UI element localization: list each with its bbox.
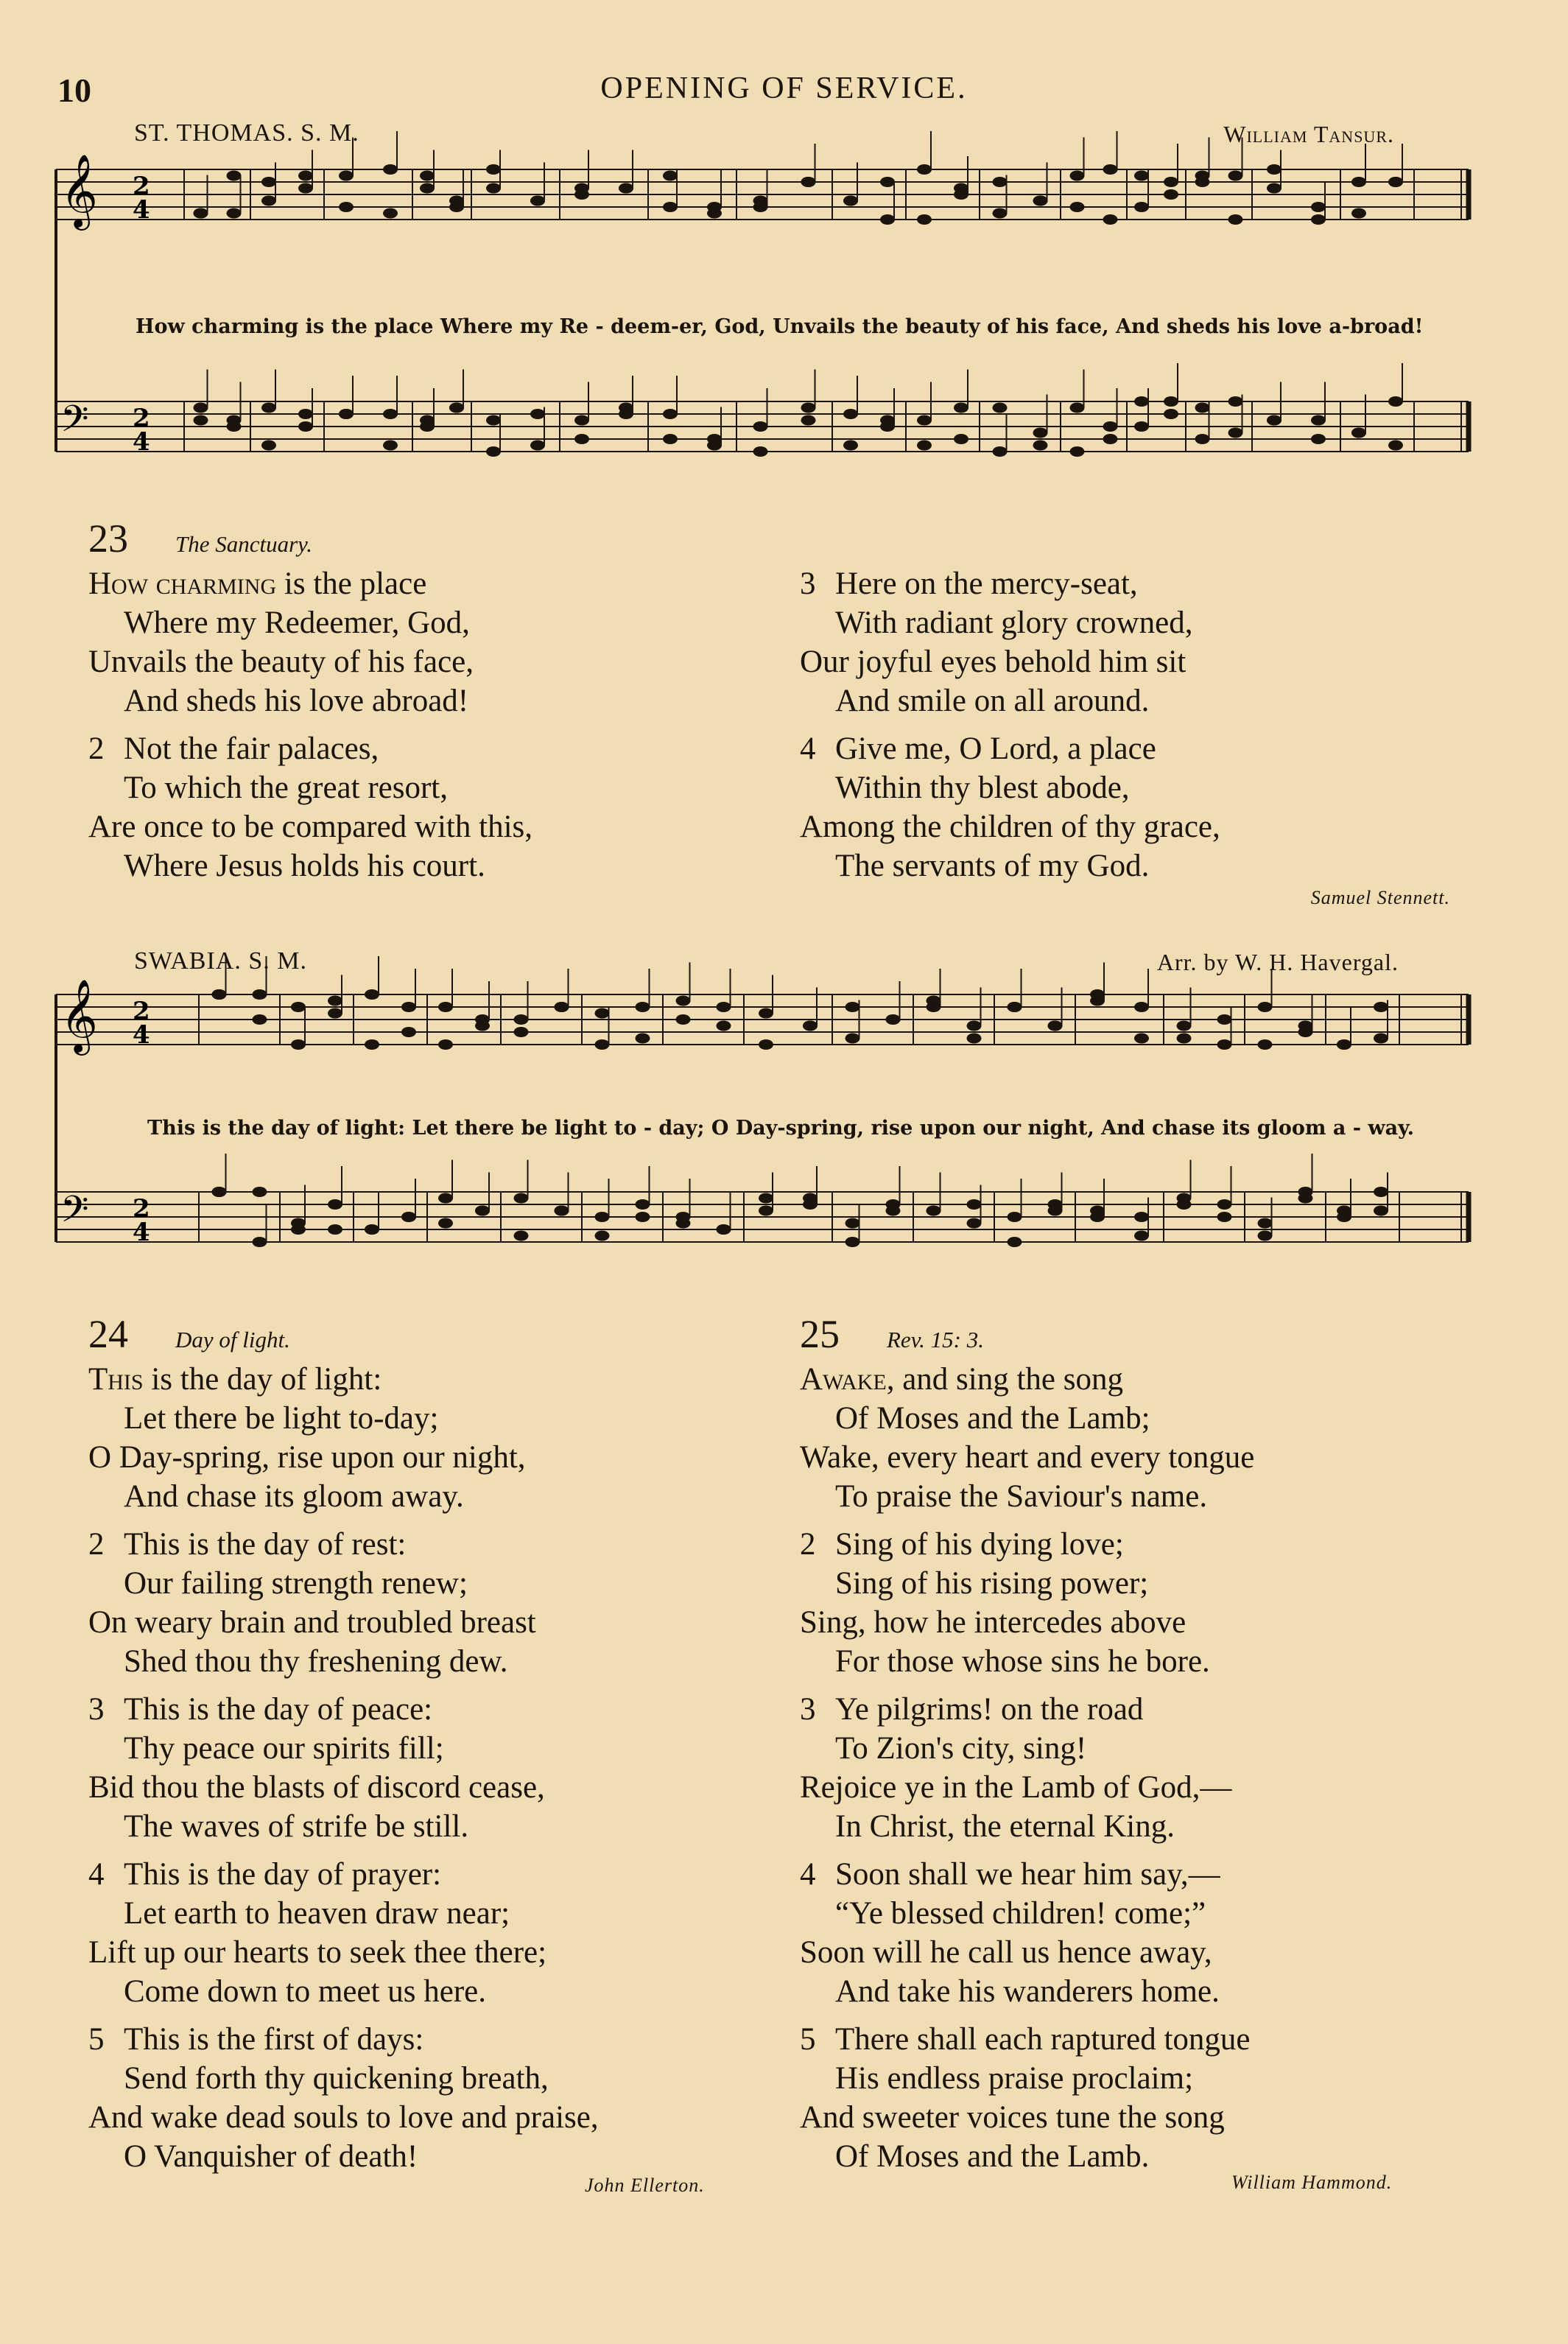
verse-line: 4 This is the day of prayer: (88, 1855, 599, 1894)
time-signature-top: 2 (133, 1194, 150, 1224)
verse-line: 2 This is the day of rest: (88, 1525, 599, 1564)
note-head (1217, 1212, 1232, 1222)
verse-line: Unvails the beauty of his face, (88, 645, 474, 679)
note-head (1298, 1193, 1313, 1204)
verse-line: 4 Soon shall we hear him say,— (800, 1855, 1254, 1894)
verse-line: And wake dead souls to love and praise, (88, 2100, 599, 2135)
note-head (636, 1034, 650, 1044)
note-head (1177, 1034, 1192, 1044)
note-head (845, 1237, 860, 1247)
verse-number: 4 (88, 1857, 105, 1892)
time-signature-top: 2 (133, 172, 150, 201)
verse-line: Wake, every heart and every tongue (800, 1440, 1255, 1475)
hymn-subtitle: Day of light. (175, 1327, 290, 1352)
note-head (1008, 1237, 1022, 1247)
hymn-24-author: John Ellerton. (585, 2175, 705, 2196)
treble-clef-icon: 𝄞 (60, 154, 98, 228)
time-signature-bottom: 4 (133, 1020, 150, 1050)
note-head (1337, 1206, 1351, 1216)
hymn-subtitle: Rev. 15: 3. (887, 1327, 984, 1352)
note-head (676, 996, 691, 1006)
verse-line: 2 Not the fair palaces, (88, 729, 532, 768)
note-head (759, 1206, 773, 1216)
tune-lyric-swabia: This is the day of light: Let there be light to - day; O Day-spring, rise upon our night, And chase its gloom a - way. (147, 1117, 1415, 1140)
verse-line: Lift up our hearts to seek thee there; (88, 1935, 547, 1970)
note-head (365, 1039, 379, 1050)
verse-line: To praise the Saviour's name. (835, 1479, 1208, 1514)
verse-line: With radiant glory crowned, (835, 606, 1193, 640)
verse-line: Bid thou the blasts of discord cease, (88, 1770, 545, 1805)
note-head (438, 1039, 453, 1050)
verse-line: Our joyful eyes behold him sit (800, 645, 1186, 679)
note-head (253, 1014, 267, 1025)
note-head (717, 1224, 731, 1235)
note-head (1217, 1199, 1232, 1210)
verse-line: The waves of strife be still. (124, 1809, 469, 1844)
hymn-23-author: Samuel Stennett. (1310, 887, 1450, 908)
note-head (401, 1002, 416, 1012)
verse-line: Send forth thy quickening breath, (124, 2061, 549, 2096)
note-head (845, 1002, 860, 1012)
note-head (1217, 1014, 1232, 1025)
verse-line: O Vanquisher of death! (124, 2139, 418, 2174)
note-head (365, 1224, 379, 1235)
verse-line: Shed thou thy freshening dew. (124, 1644, 508, 1679)
note-head (967, 1034, 982, 1044)
note-head (1090, 1206, 1105, 1216)
note-head (328, 996, 342, 1006)
time-signature-top: 2 (133, 997, 150, 1026)
verse-line: Where Jesus holds his court. (124, 849, 485, 883)
verse-line: How charming is the place (88, 566, 427, 601)
note-head (438, 1002, 453, 1012)
verse-line: 2 Sing of his dying love; (800, 1525, 1254, 1564)
note-head (1258, 1218, 1273, 1229)
note-head (1217, 1039, 1232, 1050)
verse-number: 3 (800, 566, 816, 601)
note-head (291, 1002, 306, 1012)
time-signature-bottom: 4 (133, 1218, 150, 1247)
note-head (1258, 1002, 1273, 1012)
note-head (253, 1237, 267, 1247)
note-head (212, 1187, 227, 1197)
note-head (328, 1008, 342, 1019)
time-signature-bottom: 4 (133, 195, 150, 225)
note-head (475, 1021, 490, 1031)
verse-line: “Ye blessed children! come;” (835, 1896, 1206, 1931)
verse-number: 4 (800, 731, 816, 766)
verse-number: 2 (800, 1527, 816, 1562)
note-head (1090, 989, 1105, 1000)
verse-line: Among the children of thy grace, (800, 810, 1220, 844)
verse-number: 5 (800, 2022, 816, 2057)
note-head (803, 1021, 818, 1031)
note-head (438, 1218, 453, 1229)
treble-clef-icon: 𝄞 (60, 979, 98, 1053)
verse-line: Let earth to heaven draw near; (124, 1896, 510, 1931)
note-head (967, 1218, 982, 1229)
note-head (803, 1193, 818, 1204)
verse-line: Come down to meet us here. (124, 1974, 487, 2009)
note-head (927, 1206, 941, 1216)
hymn-number: 23 (88, 516, 128, 561)
note-head (253, 1187, 267, 1197)
verse-line: In Christ, the eternal King. (835, 1809, 1175, 1844)
note-head (1177, 1021, 1192, 1031)
verse-line: And smile on all around. (835, 684, 1150, 718)
note-head (967, 1199, 982, 1210)
note-head (1048, 1021, 1063, 1031)
verse-line: 3 Here on the mercy-seat, (800, 564, 1192, 603)
note-head (759, 1193, 773, 1204)
note-head (636, 1212, 650, 1222)
verse-line: Our failing strength renew; (124, 1566, 468, 1601)
hymn-25-verses (800, 1360, 1254, 2176)
verse-line: 3 Ye pilgrims! on the road (800, 1690, 1254, 1729)
note-head (717, 1021, 731, 1031)
note-head (555, 1002, 569, 1012)
verse-line: Sing, how he intercedes above (800, 1605, 1186, 1640)
time-signature-top: 2 (133, 404, 150, 433)
tune-lyric-st-thomas: How charming is the place Where my Re - deem-er, God, Unvails the beauty of his face, And sheds his love a-broad! (136, 315, 1424, 338)
verse-line: 5 There shall each raptured tongue (800, 2020, 1254, 2059)
note-head (1337, 1039, 1351, 1050)
note-head (1008, 1212, 1022, 1222)
verse-line: The servants of my God. (835, 849, 1150, 883)
note-head (514, 1027, 529, 1037)
verse-number: 5 (88, 2022, 105, 2057)
verse-line: Rejoice ye in the Lamb of God,— (800, 1770, 1232, 1805)
verse-line: Of Moses and the Lamb; (835, 1401, 1150, 1436)
note-head (1134, 1034, 1149, 1044)
note-head (636, 1199, 650, 1210)
note-head (886, 1206, 901, 1216)
hymn-24-verses (88, 1360, 599, 2176)
note-head (1298, 1021, 1313, 1031)
note-head (595, 1008, 610, 1019)
note-head (401, 1212, 416, 1222)
page-number: 10 (57, 71, 91, 109)
note-head (1374, 1206, 1388, 1216)
verse-line: Thy peace our spirits fill; (124, 1731, 444, 1766)
note-head (438, 1193, 453, 1204)
tune-composer-havergal: Arr. by W. H. Havergal. (1156, 949, 1399, 975)
hymn-24 (88, 1311, 290, 1357)
verse-line: And sheds his love abroad! (124, 684, 469, 718)
note-head (717, 1002, 731, 1012)
verse-line: Where my Redeemer, God, (124, 606, 470, 640)
hymn-25 (800, 1311, 984, 1357)
verse-line: For those whose sins he bore. (835, 1644, 1210, 1679)
note-head (1008, 1002, 1022, 1012)
page-header: OPENING OF SERVICE. (600, 71, 968, 105)
verse-line: This is the day of light: (88, 1362, 382, 1397)
note-head (514, 1014, 529, 1025)
note-head (636, 1002, 650, 1012)
note-head (759, 1039, 773, 1050)
note-head (595, 1039, 610, 1050)
tune-composer-tansur: William Tansur. (1223, 121, 1394, 147)
verse-line: Awake, and sing the song (800, 1362, 1123, 1397)
verse-line: Sing of his rising power; (835, 1566, 1149, 1601)
verse-line: 5 This is the first of days: (88, 2020, 599, 2059)
note-head (595, 1231, 610, 1241)
note-head (328, 1224, 342, 1235)
verse-line: 3 This is the day of peace: (88, 1690, 599, 1729)
note-head (1374, 1187, 1388, 1197)
note-head (845, 1034, 860, 1044)
note-head (365, 989, 379, 1000)
verse-line: And take his wanderers home. (835, 1974, 1220, 2009)
note-head (1374, 1034, 1388, 1044)
note-head (676, 1014, 691, 1025)
verse-number: 3 (800, 1692, 816, 1727)
note-head (1177, 1199, 1192, 1210)
verse-line: And chase its gloom away. (124, 1479, 464, 1514)
note-head (927, 996, 941, 1006)
note-head (1258, 1231, 1273, 1241)
note-head (328, 1199, 342, 1210)
note-head (253, 989, 267, 1000)
note-head (514, 1193, 529, 1204)
bass-clef-icon: 𝄢 (60, 1188, 89, 1240)
verse-line: His endless praise proclaim; (835, 2061, 1194, 2096)
verse-line: 4 Give me, O Lord, a place (800, 729, 1220, 768)
staff-system-swabia (56, 956, 1469, 1247)
note-head (1134, 1212, 1149, 1222)
verse-line: Of Moses and the Lamb. (835, 2139, 1150, 2174)
hymn-number: 25 (800, 1312, 840, 1356)
verse-number: 2 (88, 731, 105, 766)
verse-line: Within thy blest abode, (835, 771, 1130, 805)
verse-line: To Zion's city, sing! (835, 1731, 1087, 1766)
note-head (595, 1212, 610, 1222)
verse-number: 2 (88, 1527, 105, 1562)
note-head (886, 1014, 901, 1025)
note-head (1258, 1039, 1273, 1050)
hymn-subtitle: The Sanctuary. (175, 531, 312, 557)
note-head (967, 1021, 982, 1031)
note-head (1048, 1199, 1063, 1210)
note-head (1134, 1231, 1149, 1241)
time-signature-bottom: 4 (133, 427, 150, 457)
note-head (676, 1218, 691, 1229)
note-head (759, 1008, 773, 1019)
note-head (555, 1206, 569, 1216)
verse-line: To which the great resort, (124, 771, 448, 805)
note-head (291, 1224, 306, 1235)
verse-line: Are once to be compared with this, (88, 810, 533, 844)
verse-number: 3 (88, 1692, 105, 1727)
verse-number: 4 (800, 1857, 816, 1892)
hymn-number: 24 (88, 1312, 128, 1356)
note-head (845, 1218, 860, 1229)
tune-name-swabia: SWABIA. S. M. (134, 947, 307, 975)
note-head (475, 1206, 490, 1216)
hymn-25-author: William Hammond. (1231, 2172, 1393, 2193)
verse-line: On weary brain and troubled breast (88, 1605, 536, 1640)
note-head (514, 1231, 529, 1241)
tune-name-st-thomas: ST. THOMAS. S. M. (134, 119, 359, 147)
verse-line: And sweeter voices tune the song (800, 2100, 1225, 2135)
note-head (291, 1039, 306, 1050)
bass-clef-icon: 𝄢 (60, 398, 89, 449)
note-head (401, 1027, 416, 1037)
verse-line: O Day-spring, rise upon our night, (88, 1440, 526, 1475)
note-head (1134, 1002, 1149, 1012)
verse-line: Soon will he call us hence away, (800, 1935, 1212, 1970)
note-head (1374, 1002, 1388, 1012)
verse-line: Let there be light to-day; (124, 1401, 439, 1436)
note-head (212, 989, 227, 1000)
